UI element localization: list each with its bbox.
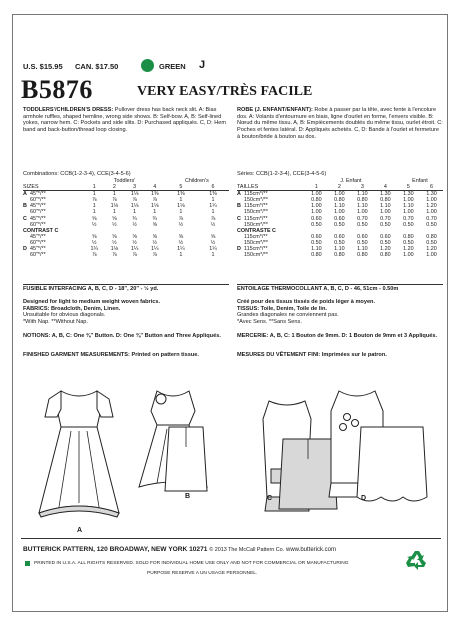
fr-fabrics: TISSUS: Toile, Denim, Toile de lin. — [237, 305, 327, 312]
yardage-value: ½ — [210, 239, 216, 246]
fabric-width: 150cm*/** — [244, 252, 268, 259]
size-group-label: J. Enfant — [340, 178, 362, 184]
fr-description-body: Robe à passer par la tête, avec fente à l'encolure dos. A: Volants d'entournure en biais, ligne d'ourlet en forme, l'envers visible. B: Nœud du même tissu. A, B: Empiècements doublés du même tissu, ourlet étroit. C: Poches et fentes latéral. D: Appliqués achetés. C, D: Bande à l'ourlet et fermeture à bouton/bride à bouton au dos. — [237, 107, 443, 140]
yardage-value: 1⅜ — [151, 191, 159, 198]
yardage-value: 1.10 — [357, 246, 368, 253]
yardage-value: 0.60 — [311, 233, 322, 240]
yardage-value: ⅞ — [91, 197, 97, 204]
size-number: 2 — [104, 184, 124, 191]
color-label: GREEN — [159, 62, 186, 71]
yardage-row — [237, 252, 443, 258]
yardage-value: 1.20 — [426, 203, 437, 210]
size-number: 1 — [84, 184, 104, 191]
yardage-value: 1.00 — [426, 197, 437, 204]
yardage-row — [23, 191, 229, 198]
recycle-icon — [405, 549, 429, 573]
yardage-value: 0.60 — [357, 233, 368, 240]
yardage-value: 0.80 — [311, 197, 322, 204]
fabric-width: 45"*/** — [30, 233, 46, 240]
yardage-value: 1.00 — [311, 191, 322, 198]
yardage-value: 1¼ — [90, 246, 98, 253]
sizes-header-row — [237, 184, 443, 191]
footer-purpose: PURPOSE RESERVE A UN USAGE PERSONNEL. — [147, 571, 258, 576]
yardage-value: 1⅜ — [177, 191, 185, 198]
yardage-value: 0.60 — [334, 233, 345, 240]
fabric-width: 45"*/** — [30, 246, 46, 253]
view-c-label: C — [267, 495, 273, 502]
yardage-value: 1.00 — [334, 191, 345, 198]
yardage-value: 1⅛ — [110, 203, 119, 210]
view-letter: C — [23, 215, 27, 222]
yardage-value: 1.00 — [380, 209, 391, 216]
yardage-value: ⅝ — [210, 233, 216, 240]
yardage-value: ⅞ — [112, 252, 117, 259]
yardage-value: 1⅛ — [130, 203, 139, 210]
sizes-label: SIZES — [23, 184, 84, 191]
size-group-label: Children's — [185, 178, 209, 184]
yardage-value: 1.00 — [357, 209, 368, 216]
yardage-value: ½ — [112, 221, 117, 228]
fabric-width: 45"*/** — [30, 203, 46, 210]
yardage-value: 0.70 — [357, 215, 368, 222]
yardage-value: 0.80 — [311, 252, 322, 259]
yardage-row — [237, 191, 443, 198]
fr-fabrics-block — [237, 299, 443, 326]
fr-designed-for: Créé pour des tissus tissés de poids léger à moyen. — [237, 299, 376, 305]
fabric-width: 115cm*/** — [244, 215, 268, 222]
view-letter: D — [237, 246, 241, 253]
yardage-value: ½ — [112, 239, 117, 246]
size-group-label: Toddlers' — [113, 178, 136, 184]
fabric-width: 115cm*/** — [244, 233, 268, 240]
yardage-value: 1.00 — [426, 209, 437, 216]
fabric-width-label — [23, 191, 84, 198]
yardage-value: 0.60 — [334, 215, 345, 222]
view-letter: A — [237, 191, 241, 198]
yardage-value: 1 — [179, 197, 183, 204]
price-can: CAN. $17.50 — [75, 62, 119, 71]
en-interfacing: FUSIBLE INTERFACING A, B, C, D - 18", 20" - ½ yd. — [23, 286, 159, 292]
yardage-value: ⅝ — [178, 233, 184, 240]
yardage-value: 1 — [211, 252, 215, 259]
fabric-width: 115cm*/** — [244, 203, 268, 210]
view-letter: D — [23, 246, 27, 253]
yardage-value: 1 — [211, 209, 215, 216]
size-number: 3 — [124, 184, 144, 191]
size-number: 6 — [197, 184, 229, 191]
green-dot-icon — [141, 59, 154, 72]
fr-interfacing: ENTOILAGE THERMOCOLLANT A, B, C, D - 46, 51cm - 0.50m — [237, 286, 399, 292]
yardage-value: 1⅛ — [177, 203, 185, 210]
fabric-width: 45"*/** — [30, 191, 46, 198]
view-a-drawing — [31, 387, 127, 525]
fabric-width: 150cm*/** — [244, 209, 268, 216]
fabric-width: 60"*/** — [30, 239, 46, 246]
yardage-value: 1 — [211, 197, 215, 204]
yardage-value: 1 — [112, 209, 116, 216]
yardage-value: 0.80 — [403, 233, 414, 240]
yardage-value: 1.10 — [357, 191, 368, 198]
yardage-value: ¾ — [132, 215, 137, 222]
fr-series: Séries: CCB(1-2-3-4), CCE(3-4-5-6) — [237, 171, 327, 177]
yardage-value: 0.50 — [403, 221, 414, 228]
sizes-label: TAILLES — [237, 184, 305, 191]
yardage-value: 0.50 — [311, 221, 322, 228]
yardage-value: 1.00 — [403, 209, 414, 216]
en-designed-for: Designed for light to medium weight woven fabrics. — [23, 299, 161, 305]
yardage-value: 0.80 — [334, 252, 345, 259]
en-yardage-table — [23, 178, 229, 258]
yardage-value: ⅞ — [132, 252, 137, 259]
yardage-value: 1 — [92, 203, 96, 210]
yardage-row — [237, 222, 443, 228]
yardage-value: 1⅛ — [151, 203, 159, 210]
footer-divider — [21, 538, 441, 539]
yardage-value: 0.50 — [426, 221, 437, 228]
yardage-value: 0.80 — [380, 252, 391, 259]
yardage-value: 1.00 — [311, 209, 322, 216]
yardage-value: 0.80 — [334, 197, 345, 204]
yardage-value: ⅞ — [132, 197, 137, 204]
fabric-width: 115cm*/** — [244, 191, 268, 198]
yardage-value: 0.70 — [403, 215, 414, 222]
yardage-value: ½ — [132, 239, 137, 246]
fr-interfacing-divider — [237, 284, 443, 285]
yardage-value: 0.70 — [380, 215, 391, 222]
yardage-value: 1.10 — [334, 246, 345, 253]
yardage-value: ⅝ — [132, 233, 137, 240]
contrast-label: CONTRAST C — [23, 227, 59, 234]
pattern-number: B5876 — [21, 75, 93, 104]
fabric-width: 60"*/** — [30, 209, 46, 216]
view-letter: B — [23, 203, 27, 210]
fr-description — [237, 107, 443, 141]
footer-website[interactable]: www.butterick.com — [286, 547, 337, 553]
category-letter: J — [199, 59, 206, 71]
fabric-width: 45"*/** — [30, 215, 46, 222]
yardage-value: 0.50 — [426, 239, 437, 246]
difficulty-label: VERY EASY/TRÈS FACILE — [137, 84, 313, 99]
yardage-value: 0.50 — [403, 239, 414, 246]
size-group-label: Enfant — [412, 178, 428, 184]
fabric-width: 60"*/** — [30, 197, 46, 204]
fr-notions: MERCERIE: A, B, C: 1 Bouton de 9mm. D: 1 Bouton de 9mm et 3 Appliqués. — [237, 333, 438, 339]
view-letter: C — [237, 215, 241, 222]
yardage-value: 0.50 — [380, 221, 391, 228]
footer-copyright: © 2013 The McCall Pattern Co. — [209, 547, 285, 553]
yardage-value: ½ — [132, 221, 137, 228]
yardage-value: 1.00 — [334, 209, 345, 216]
size-number: 5 — [165, 184, 197, 191]
yardage-value: ⅞ — [91, 252, 97, 259]
en-description-title: TODDLERS'/CHILDREN'S DRESS: — [23, 107, 114, 113]
yardage-value: 1.00 — [403, 252, 414, 259]
yardage-value: 0.60 — [380, 233, 391, 240]
en-unsuitable: Unsuitable for obvious diagonals. — [23, 312, 106, 319]
size-number: 6 — [420, 184, 443, 191]
view-b-label: B — [185, 493, 191, 500]
en-interfacing-divider — [23, 284, 229, 285]
yardage-value: 1 — [92, 191, 96, 198]
en-notions: NOTIONS: A, B, C: One ⅜" Button. D: One ⅜" Button and Three Appliqués. — [23, 333, 221, 339]
yardage-value: 1¼ — [130, 246, 139, 253]
footer-printed: PRINTED IN U.S.A. ALL RIGHTS RESERVED. SOLD FOR INDIVIDUAL HOME USE ONLY AND NOT FOR COMMERCIAL OR MANUFACTURING — [34, 561, 349, 566]
yardage-value: ½ — [91, 221, 97, 228]
yardage-value: 1 — [112, 191, 116, 198]
sizes-header-row — [23, 184, 229, 191]
green-square-icon — [25, 561, 30, 566]
yardage-value: 0.80 — [426, 233, 437, 240]
yardage-value: 1¼ — [209, 246, 217, 253]
fr-description-title: ROBE (J. ENFANT/ENFANT): — [237, 107, 313, 113]
yardage-value: ½ — [210, 221, 216, 228]
yardage-value: ⅞ — [152, 197, 158, 204]
yardage-value: ⅝ — [91, 215, 97, 222]
yardage-value: 0.80 — [357, 252, 368, 259]
yardage-value: 1.20 — [403, 246, 414, 253]
yardage-value: 0.60 — [311, 215, 322, 222]
yardage-value: ⅞ — [178, 215, 184, 222]
size-number: 5 — [397, 184, 420, 191]
yardage-value: ⅝ — [152, 233, 158, 240]
fabric-width: 150cm*/** — [244, 197, 268, 204]
yardage-value: ½ — [152, 239, 158, 246]
yardage-value: 1 — [133, 209, 137, 216]
yardage-value: 1.10 — [311, 246, 322, 253]
yardage-value: 0.80 — [357, 197, 368, 204]
size-number: 4 — [145, 184, 165, 191]
yardage-value: ⅝ — [112, 215, 117, 222]
fr-yardage-table — [237, 178, 443, 258]
yardage-value: ½ — [178, 239, 184, 246]
yardage-value: 1.10 — [380, 203, 391, 210]
view-letter: A — [23, 191, 27, 198]
yardage-value: 1 — [153, 209, 157, 216]
yardage-value: 1.30 — [403, 191, 414, 198]
yardage-value: 1¼ — [209, 203, 217, 210]
en-description — [23, 107, 229, 134]
yardage-value: 1.00 — [311, 203, 322, 210]
yardage-value: 1 — [179, 209, 183, 216]
yardage-row — [237, 209, 443, 215]
size-number: 2 — [328, 184, 351, 191]
contrast-label: CONTRASTE C — [237, 227, 276, 234]
yardage-value: 1 — [179, 252, 183, 259]
yardage-value: 0.50 — [311, 239, 322, 246]
yardage-value: ½ — [91, 239, 97, 246]
yardage-value: 1.10 — [357, 203, 368, 210]
fabric-width: 60"*/** — [30, 221, 46, 228]
yardage-value: 1.30 — [426, 191, 437, 198]
en-nap-note: *With Nap. **Without Nap. — [23, 319, 88, 326]
yardage-value: 0.50 — [357, 221, 368, 228]
yardage-row — [23, 252, 229, 258]
view-letter: B — [237, 203, 241, 210]
fabric-width: 60"*/** — [30, 252, 46, 259]
en-fabrics: FABRICS: Broadcloth, Denim, Linen. — [23, 305, 121, 312]
footer-address-line — [23, 546, 336, 553]
fabric-width: 115cm*/** — [244, 246, 268, 253]
en-description-body: Pullover dress has back neck slit. A: Bias armhole ruffles, shaped hemline, wrong side shows. B: Self-bow. A, B: Self-lined yokes, narrow hem. C: Pockets and side slits. D: Purchased appliqués. C, D: Hem band and back-button/thread loop closing. — [23, 107, 227, 134]
yardage-value: 1.20 — [380, 246, 391, 253]
yardage-value: 1.10 — [334, 203, 345, 210]
pattern-envelope-back — [12, 14, 448, 612]
size-number: 1 — [305, 184, 328, 191]
yardage-value: ⅝ — [91, 233, 97, 240]
yardage-value: 1⅛ — [110, 246, 119, 253]
yardage-value: ⅞ — [152, 252, 158, 259]
yardage-value: 1.10 — [403, 203, 414, 210]
fr-unsuitable: Grandes diagonales ne conviennent pas. — [237, 312, 339, 319]
yardage-value: 1.30 — [380, 191, 391, 198]
fabric-width-label — [237, 252, 305, 258]
yardage-value: ⅝ — [112, 233, 117, 240]
yardage-value: 0.50 — [334, 221, 345, 228]
yardage-value: ⅞ — [210, 215, 216, 222]
yardage-value: 0.50 — [380, 239, 391, 246]
fabric-width: 150cm*/** — [244, 239, 268, 246]
en-combinations: Combinations: CCB(1-2-3-4), CCE(3-4-5-6) — [23, 171, 131, 177]
footer-address: BUTTERICK PATTERN, 120 BROADWAY, NEW YORK 10271 — [23, 546, 208, 553]
yardage-value: 0.50 — [357, 239, 368, 246]
yardage-value: 1¼ — [177, 246, 185, 253]
fr-finished-measurements: MESURES DU VÊTEMENT FINI: Imprimées sur le patron. — [237, 352, 387, 358]
yardage-value: ⅝ — [152, 221, 158, 228]
fabric-width-label — [23, 252, 84, 258]
yardage-value: 0.50 — [334, 239, 345, 246]
en-finished-measurements: FINISHED GARMENT MEASUREMENTS: Printed on pattern tissue. — [23, 352, 199, 358]
yardage-value: 1.00 — [403, 197, 414, 204]
yardage-value: 1⅛ — [130, 191, 139, 198]
size-number: 4 — [374, 184, 397, 191]
fabric-width-label — [237, 191, 305, 198]
yardage-value: 1.00 — [426, 252, 437, 259]
yardage-value: 1¼ — [151, 246, 159, 253]
price-us: U.S. $15.95 — [23, 62, 63, 71]
yardage-value: 1⅜ — [209, 191, 217, 198]
yardage-value: 1.20 — [426, 246, 437, 253]
yardage-value: 0.70 — [426, 215, 437, 222]
size-number: 3 — [351, 184, 374, 191]
yardage-value: 1 — [92, 209, 96, 216]
fr-nap-note: *Avec Sens. **Sans Sens. — [237, 319, 302, 326]
view-d-label: D — [361, 495, 367, 502]
en-fabrics-block — [23, 299, 229, 326]
yardage-value: 0.80 — [380, 197, 391, 204]
yardage-value: ½ — [178, 221, 184, 228]
yardage-value: ¾ — [152, 215, 158, 222]
yardage-value: ⅞ — [112, 197, 117, 204]
view-a-label: A — [77, 527, 83, 534]
fabric-width: 150cm*/** — [244, 221, 268, 228]
view-b-back-drawing — [163, 425, 209, 495]
